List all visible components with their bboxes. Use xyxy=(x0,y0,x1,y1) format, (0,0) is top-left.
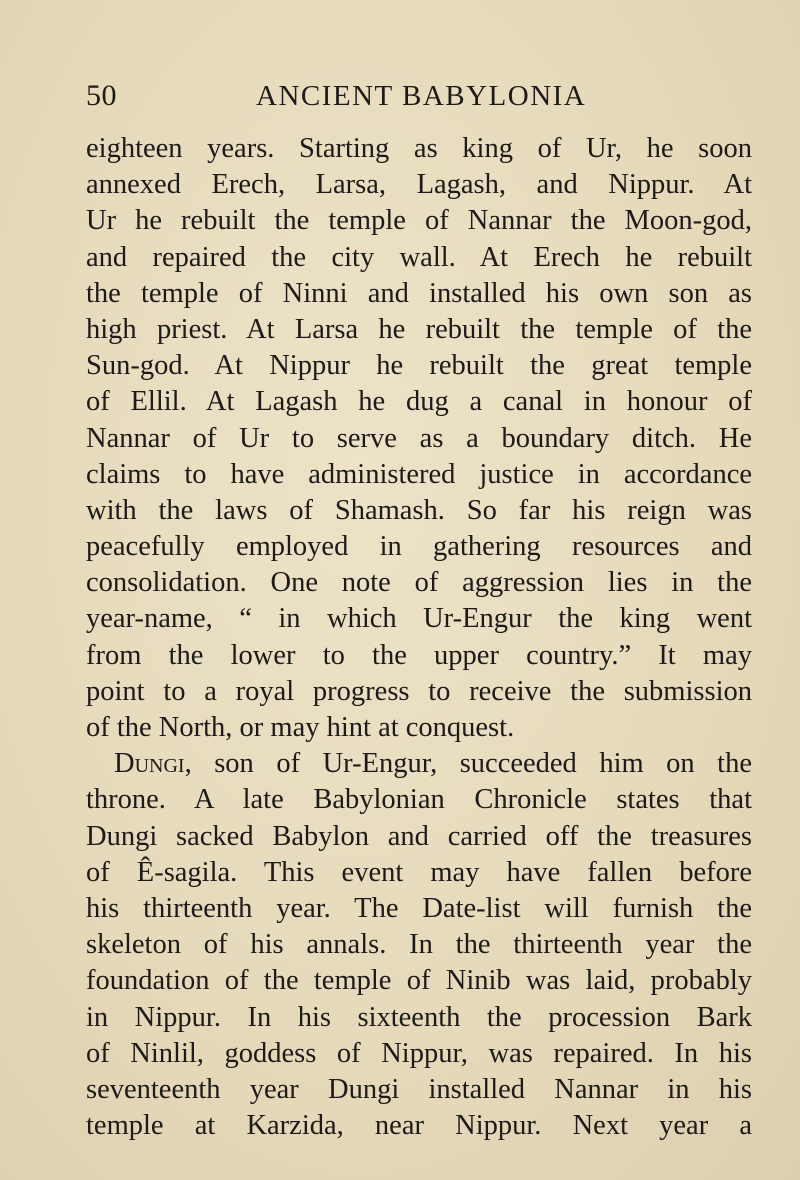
text-line: Dungi sacked Babylon and carried off the treasures xyxy=(86,820,752,852)
text-line: point to a royal progress to receive the submission xyxy=(86,675,752,707)
running-title: ANCIENT BABYLONIA xyxy=(256,80,587,112)
text-line: from the lower to the upper country.” It may xyxy=(86,639,752,671)
paragraph-end-line: of the North, or may hint at conquest. xyxy=(86,712,515,743)
text-line: Sun-god. At Nippur he rebuilt the great temple xyxy=(86,350,752,382)
text-line: with the laws of Shamash. So far his reign was xyxy=(86,494,752,526)
text-line: annexed Erech, Larsa, Lagash, and Nippur. At xyxy=(86,169,752,201)
text-line: skeleton of his annals. In the thirteenth year the xyxy=(86,929,752,961)
text-line: Nannar of Ur to serve as a boundary ditch. He xyxy=(86,422,752,454)
text-line: of Ê-sagila. This event may have fallen before xyxy=(86,856,752,888)
text-fragment: , son of Ur-Engur, succeeded him on the xyxy=(184,748,752,780)
text-line: foundation of the temple of Ninib was laid, probably xyxy=(86,965,752,997)
text-line: the temple of Ninni and installed his own son as xyxy=(86,277,752,309)
text-line: claims to have administered justice in accordance xyxy=(86,458,752,490)
lead-word: Dungi xyxy=(114,748,185,780)
text-line: temple at Karzida, near Nippur. Next year a xyxy=(86,1110,752,1142)
paragraph-start-line xyxy=(86,746,752,782)
text-line: Ur he rebuilt the temple of Nannar the Moon-god, xyxy=(86,205,752,237)
body-text xyxy=(86,131,752,1144)
text-line: in Nippur. In his sixteenth the procession Bark xyxy=(86,1001,752,1033)
text-line: consolidation. One note of aggression lies in the xyxy=(86,567,752,599)
text-line: throne. A late Babylonian Chronicle states that xyxy=(86,784,752,816)
text-line: his thirteenth year. The Date-list will furnish the xyxy=(86,892,752,924)
text-line: seventeenth year Dungi installed Nannar in his xyxy=(86,1073,752,1105)
text-line: high priest. At Larsa he rebuilt the temple of the xyxy=(86,313,752,345)
text-line: year-name, “ in which Ur-Engur the king went xyxy=(86,603,752,635)
text-line: and repaired the city wall. At Erech he rebuilt xyxy=(86,241,752,273)
text-line: of Ellil. At Lagash he dug a canal in honour of xyxy=(86,386,752,418)
page-number: 50 xyxy=(86,79,117,112)
page-header xyxy=(0,76,800,116)
text-line: eighteen years. Starting as king of Ur, he soon xyxy=(86,133,752,164)
text-line: of Ninlil, goddess of Nippur, was repaired. In his xyxy=(86,1037,752,1069)
text-line: peacefully employed in gathering resources and xyxy=(86,531,752,563)
